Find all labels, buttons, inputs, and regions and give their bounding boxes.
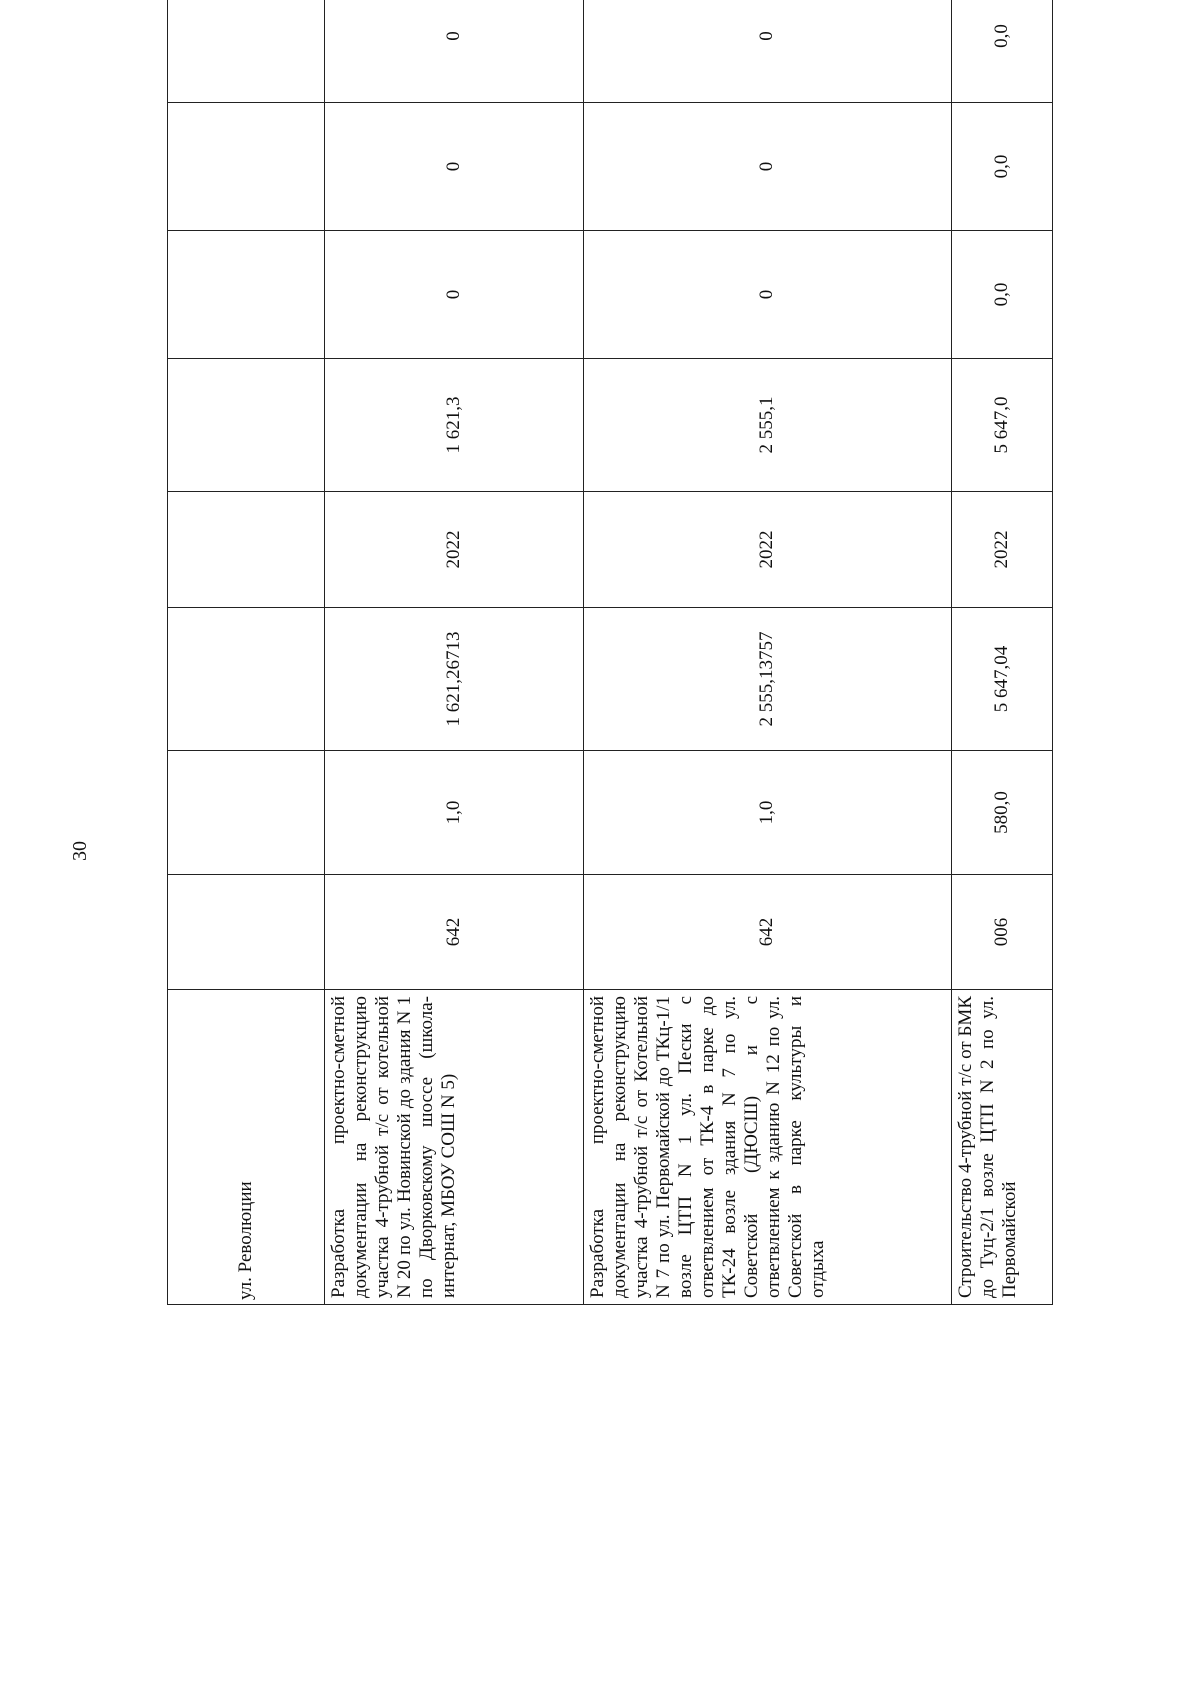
amount-cell: 0,0 [952,231,1053,359]
table-cell [168,492,325,608]
table-cell [168,103,325,231]
street-heading-cell: ул. Революции [168,990,325,1305]
amount-cell: 0 [325,231,584,359]
amount-cell: 0 [325,0,584,103]
amount-cell: 1 621,3 [325,359,584,492]
amount-cell: 0 [584,103,952,231]
table-cell [168,359,325,492]
quantity-cell: 1,0 [584,751,952,875]
table-row [168,0,325,1305]
amount-cell: 2 555,1 [584,359,952,492]
code-cell: 642 [584,875,952,990]
quantity-cell: 1,0 [325,751,584,875]
table-cell [168,608,325,751]
code-cell: 642 [325,875,584,990]
table-cell [168,231,325,359]
cost-cell: 5 647,04 [952,608,1053,751]
year-cell: 2022 [584,492,952,608]
page-number: 30 [69,841,91,861]
table-row [952,0,1053,1305]
rotated-table-container [167,24,1052,1305]
table-cell [168,0,325,103]
amount-cell: 0,0 [952,0,1053,103]
amount-cell: 5 647,0 [952,359,1053,492]
investment-schedule-table [167,0,1053,1305]
quantity-cell: 580,0 [952,751,1053,875]
cost-cell: 1 621,26713 [325,608,584,751]
amount-cell: 0 [325,103,584,231]
table-cell [168,751,325,875]
year-cell: 2022 [325,492,584,608]
table-row [325,0,584,1305]
project-description-cell: Разработка проектно-сметной документации на реконструкцию участка 4-трубной т/с от котельной N 20 по ул. Новинской до здания N 1 по Дворковскому шоссе (школа-интернат, МБОУ СОШ N 5) [325,990,584,1305]
table-cell [168,875,325,990]
amount-cell: 0 [584,0,952,103]
cost-cell: 2 555,13757 [584,608,952,751]
code-cell: 006 [952,875,1053,990]
project-description-cell: Строительство 4-трубной т/с от БМК до Туц-2/1 возле ЦТП N 2 по ул. Первомайской [952,990,1053,1305]
project-description-cell: Разработка проектно-сметной документации на реконструкцию участка 4-трубной т/с от Котельной N 7 по ул. Первомайской до ТКц-1/1 возле ЦТП N 1 ул. Пески с ответвлением от ТК-4 в парке до ТК-24 возле здания N 7 по ул. Советской (ДЮСШ) и с ответвлением к зданию N 12 по ул. Советской в парке культуры и отдыха [584,990,952,1305]
year-cell: 2022 [952,492,1053,608]
amount-cell: 0,0 [952,103,1053,231]
table-row [584,0,952,1305]
amount-cell: 0 [584,231,952,359]
